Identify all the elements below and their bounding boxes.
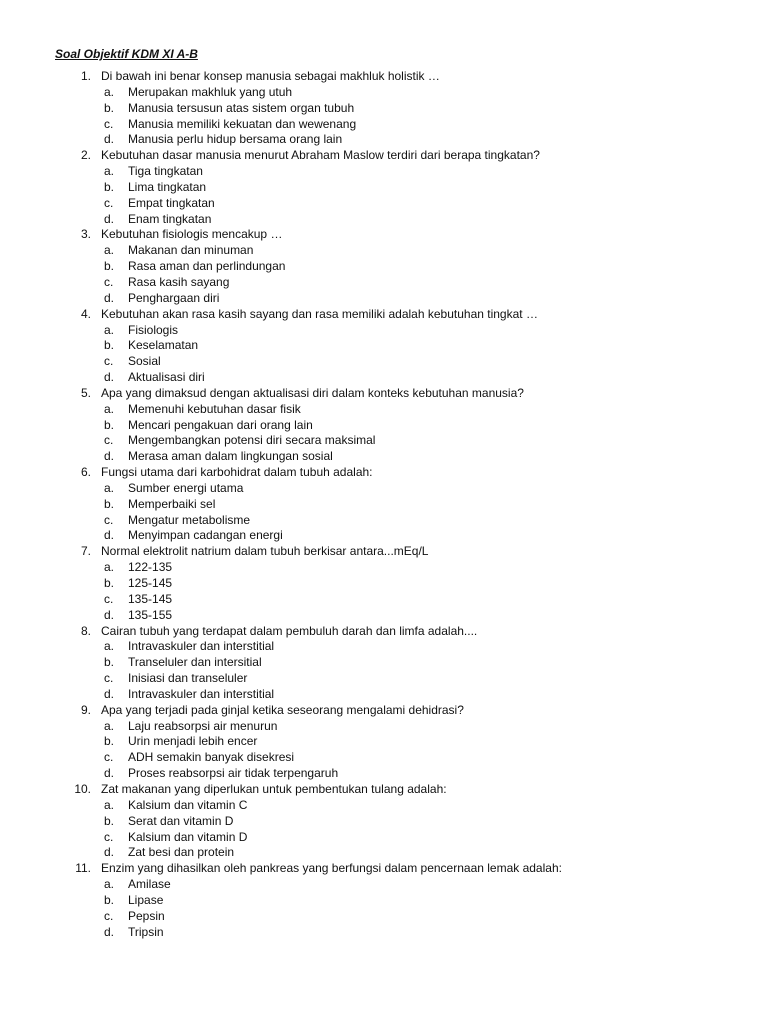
option-letter: b.: [104, 734, 115, 749]
option-text: Manusia tersusun atas sistem organ tubuh: [128, 100, 355, 115]
question-number: 8.: [80, 623, 91, 638]
option-text: Sosial: [128, 354, 161, 369]
answer-option: [0, 560, 768, 576]
answer-option: [0, 481, 768, 497]
question-text: Zat makanan yang diperlukan untuk pembentukan tulang adalah:: [101, 781, 447, 796]
option-letter: d.: [104, 528, 115, 543]
option-text: Aktualisasi diri: [128, 370, 205, 385]
option-letter: d.: [104, 686, 115, 701]
answer-option: [0, 608, 768, 624]
option-text: Penghargaan diri: [128, 290, 220, 305]
option-letter: d.: [104, 370, 115, 385]
answer-option: [0, 845, 768, 861]
answer-option: [0, 687, 768, 703]
option-text: Rasa aman dan perlindungan: [128, 259, 286, 274]
option-letter: a.: [104, 480, 115, 495]
option-text: Lipase: [128, 892, 164, 907]
option-letter: b.: [104, 259, 115, 274]
answer-option: [0, 655, 768, 671]
option-text: Proses reabsorpsi air tidak terpengaruh: [128, 766, 339, 781]
answer-option: [0, 291, 768, 307]
option-letter: a.: [104, 322, 115, 337]
option-letter: d.: [104, 845, 115, 860]
option-letter: c.: [104, 829, 114, 844]
option-letter: b.: [104, 338, 115, 353]
answer-option: [0, 719, 768, 735]
question-number: 10.: [74, 781, 91, 796]
question-number: 9.: [80, 702, 91, 717]
question-item: [0, 782, 768, 798]
question-item: [0, 544, 768, 560]
option-letter: a.: [104, 639, 115, 654]
question-text: Normal elektrolit natrium dalam tubuh berkisar antara...mEq/L: [101, 544, 429, 559]
option-text: 122-135: [128, 560, 173, 575]
option-text: Inisiasi dan transeluler: [128, 671, 248, 686]
option-text: Zat besi dan protein: [128, 845, 235, 860]
option-letter: b.: [104, 179, 115, 194]
option-text: Kalsium dan vitamin D: [128, 829, 248, 844]
answer-option: [0, 734, 768, 750]
question-text: Apa yang terjadi pada ginjal ketika seseorang mengalami dehidrasi?: [101, 702, 464, 717]
question-number: 3.: [80, 227, 91, 242]
option-text: Pepsin: [128, 908, 165, 923]
option-text: Mencari pengakuan dari orang lain: [128, 417, 313, 432]
answer-option: [0, 338, 768, 354]
question-text: Fungsi utama dari karbohidrat dalam tubuh adalah:: [101, 465, 373, 480]
answer-option: [0, 418, 768, 434]
option-text: Keselamatan: [128, 338, 199, 353]
question-item: [0, 465, 768, 481]
question-item: [0, 624, 768, 640]
answer-option: [0, 132, 768, 148]
question-text: Kebutuhan dasar manusia menurut Abraham Maslow terdiri dari berapa tingkatan?: [101, 148, 540, 163]
answer-option: [0, 196, 768, 212]
option-letter: d.: [104, 449, 115, 464]
question-item: [0, 861, 768, 877]
option-letter: b.: [104, 417, 115, 432]
answer-option: [0, 180, 768, 196]
option-text: Menyimpan cadangan energi: [128, 528, 283, 543]
answer-option: [0, 370, 768, 386]
option-text: Intravaskuler dan interstitial: [128, 686, 275, 701]
option-letter: a.: [104, 243, 115, 258]
option-letter: c.: [104, 116, 114, 131]
option-letter: a.: [104, 164, 115, 179]
question-item: [0, 386, 768, 402]
option-text: Manusia memiliki kekuatan dan wewenang: [128, 116, 357, 131]
option-letter: d.: [104, 924, 115, 939]
option-letter: c.: [104, 750, 114, 765]
answer-option: [0, 433, 768, 449]
answer-option: [0, 830, 768, 846]
document-title: Soal Objektif KDM XI A-B: [55, 47, 198, 61]
question-item: [0, 227, 768, 243]
option-letter: c.: [104, 671, 114, 686]
option-letter: c.: [104, 354, 114, 369]
question-text: Cairan tubuh yang terdapat dalam pembuluh darah dan limfa adalah....: [101, 623, 478, 638]
option-letter: d.: [104, 211, 115, 226]
option-letter: d.: [104, 766, 115, 781]
option-text: Manusia perlu hidup bersama orang lain: [128, 132, 343, 147]
option-text: Memenuhi kebutuhan dasar fisik: [128, 401, 301, 416]
question-text: Apa yang dimaksud dengan aktualisasi diri dalam konteks kebutuhan manusia?: [101, 385, 524, 400]
option-letter: c.: [104, 591, 114, 606]
option-text: Merasa aman dalam lingkungan sosial: [128, 449, 333, 464]
answer-option: [0, 243, 768, 259]
answer-option: [0, 85, 768, 101]
option-letter: c.: [104, 433, 114, 448]
option-letter: d.: [104, 607, 115, 622]
answer-option: [0, 893, 768, 909]
option-text: Tiga tingkatan: [128, 164, 203, 179]
question-text: Kebutuhan fisiologis mencakup …: [101, 227, 283, 242]
option-text: Intravaskuler dan interstitial: [128, 639, 275, 654]
answer-option: [0, 164, 768, 180]
question-text: Enzim yang dihasilkan oleh pankreas yang berfungsi dalam pencernaan lemak adalah:: [101, 861, 562, 876]
option-letter: b.: [104, 655, 115, 670]
answer-option: [0, 212, 768, 228]
option-text: Tripsin: [128, 924, 164, 939]
answer-option: [0, 275, 768, 291]
option-text: Mengembangkan potensi diri secara maksimal: [128, 433, 376, 448]
answer-option: [0, 323, 768, 339]
answer-option: [0, 877, 768, 893]
option-text: Serat dan vitamin D: [128, 813, 234, 828]
answer-option: [0, 814, 768, 830]
option-letter: c.: [104, 195, 114, 210]
option-text: Merupakan makhluk yang utuh: [128, 84, 293, 99]
option-text: Urin menjadi lebih encer: [128, 734, 258, 749]
answer-option: [0, 798, 768, 814]
option-text: Transeluler dan intersitial: [128, 655, 262, 670]
option-text: Fisiologis: [128, 322, 179, 337]
option-letter: a.: [104, 84, 115, 99]
option-letter: a.: [104, 797, 115, 812]
option-letter: c.: [104, 512, 114, 527]
option-text: Laju reabsorpsi air menurun: [128, 718, 278, 733]
option-letter: d.: [104, 132, 115, 147]
option-letter: a.: [104, 401, 115, 416]
answer-option: [0, 925, 768, 941]
question-number: 11.: [75, 861, 91, 876]
option-letter: b.: [104, 496, 115, 511]
answer-option: [0, 354, 768, 370]
option-text: Amilase: [128, 877, 171, 892]
question-number: 1.: [80, 69, 91, 83]
option-letter: c.: [104, 908, 114, 923]
question-number: 2.: [80, 148, 91, 163]
option-text: Enam tingkatan: [128, 211, 212, 226]
option-letter: b.: [104, 892, 115, 907]
option-text: Mengatur metabolisme: [128, 512, 251, 527]
option-letter: b.: [104, 100, 115, 115]
option-text: Empat tingkatan: [128, 195, 215, 210]
question-text: Kebutuhan akan rasa kasih sayang dan rasa memiliki adalah kebutuhan tingkat …: [101, 306, 538, 321]
question-number: 6.: [80, 465, 91, 480]
question-text: Di bawah ini benar konsep manusia sebagai makhluk holistik …: [101, 69, 440, 83]
answer-option: [0, 449, 768, 465]
question-item: [0, 307, 768, 323]
option-text: Lima tingkatan: [128, 179, 207, 194]
option-text: 125-145: [128, 576, 173, 590]
option-text: 135-155: [128, 607, 173, 622]
option-letter: a.: [104, 560, 115, 575]
answer-option: [0, 671, 768, 687]
answer-option: [0, 576, 768, 592]
question-item: [0, 148, 768, 164]
answer-option: [0, 117, 768, 133]
answer-option: [0, 766, 768, 782]
answer-option: [0, 402, 768, 418]
answer-option: [0, 101, 768, 117]
option-letter: b.: [104, 813, 115, 828]
option-text: 135-145: [128, 591, 173, 606]
answer-option: [0, 528, 768, 544]
question-number: 7.: [80, 544, 91, 559]
option-letter: a.: [104, 877, 115, 892]
answer-option: [0, 497, 768, 513]
question-list: [0, 69, 768, 940]
answer-option: [0, 639, 768, 655]
option-letter: d.: [104, 290, 115, 305]
option-letter: c.: [104, 274, 114, 289]
option-text: Memperbaiki sel: [128, 496, 216, 511]
option-letter: b.: [104, 576, 115, 590]
answer-option: [0, 513, 768, 529]
answer-option: [0, 909, 768, 925]
option-text: Makanan dan minuman: [128, 243, 254, 258]
question-item: [0, 703, 768, 719]
answer-option: [0, 592, 768, 608]
question-number: 5.: [80, 385, 91, 400]
option-letter: a.: [104, 718, 115, 733]
option-text: Rasa kasih sayang: [128, 274, 230, 289]
option-text: ADH semakin banyak disekresi: [128, 750, 295, 765]
option-text: Kalsium dan vitamin C: [128, 797, 248, 812]
question-item: [0, 69, 768, 85]
answer-option: [0, 750, 768, 766]
option-text: Sumber energi utama: [128, 480, 244, 495]
answer-option: [0, 259, 768, 275]
question-number: 4.: [80, 306, 91, 321]
